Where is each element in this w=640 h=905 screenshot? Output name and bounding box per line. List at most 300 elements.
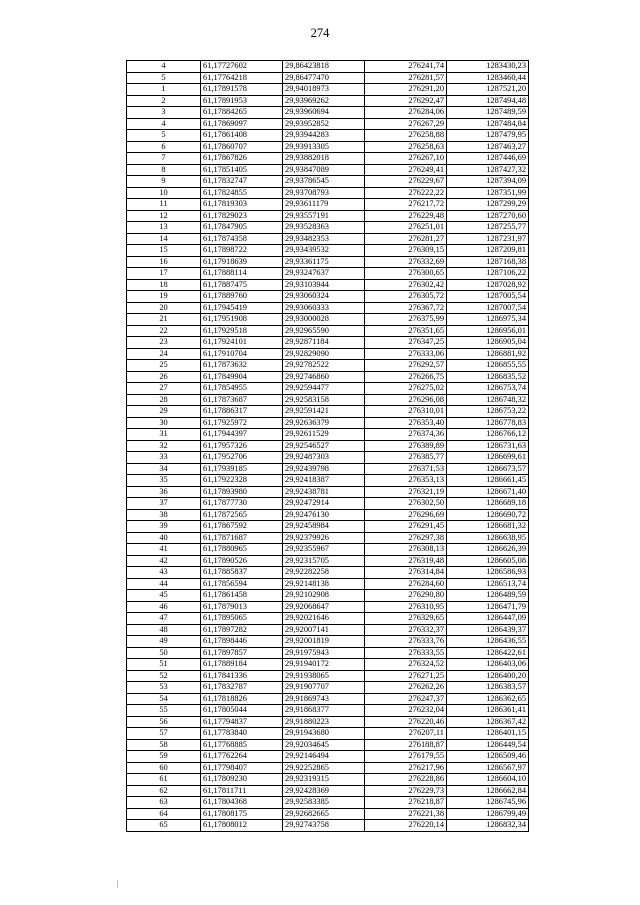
longitude-cell: 29,92476130 (283, 509, 365, 521)
northing-cell: 1286835,52 (447, 371, 529, 383)
point-number-cell: 32 (127, 440, 201, 452)
table-row (127, 601, 529, 613)
table-row (127, 613, 529, 625)
northing-cell: 1287231,97 (447, 233, 529, 245)
easting-cell: 276284,60 (365, 578, 447, 590)
latitude-cell: 61,17873632 (201, 360, 283, 372)
latitude-cell: 61,17867826 (201, 153, 283, 165)
point-number-cell: 62 (127, 785, 201, 797)
easting-cell: 276258,63 (365, 141, 447, 153)
table-row (127, 682, 529, 694)
easting-cell: 276300,65 (365, 268, 447, 280)
table-row (127, 555, 529, 567)
longitude-cell: 29,92148138 (283, 578, 365, 590)
point-number-cell: 24 (127, 348, 201, 360)
table-body (127, 61, 529, 832)
point-number-cell: 49 (127, 636, 201, 648)
latitude-cell: 61,17867592 (201, 521, 283, 533)
table-row (127, 222, 529, 234)
latitude-cell: 61,17891578 (201, 84, 283, 96)
point-number-cell: 15 (127, 245, 201, 257)
longitude-cell: 29,92682665 (283, 808, 365, 820)
easting-cell: 276290,80 (365, 590, 447, 602)
longitude-cell: 29,93247637 (283, 268, 365, 280)
latitude-cell: 61,17860707 (201, 141, 283, 153)
northing-cell: 1287007,54 (447, 302, 529, 314)
point-number-cell: 65 (127, 820, 201, 832)
easting-cell: 276217,72 (365, 199, 447, 211)
latitude-cell: 61,17879013 (201, 601, 283, 613)
latitude-cell: 61,17854955 (201, 383, 283, 395)
table-row (127, 337, 529, 349)
northing-cell: 1286586,93 (447, 567, 529, 579)
easting-cell: 276296,08 (365, 394, 447, 406)
longitude-cell: 29,93969262 (283, 95, 365, 107)
table-row (127, 164, 529, 176)
longitude-cell: 29,92458984 (283, 521, 365, 533)
latitude-cell: 61,17874358 (201, 233, 283, 245)
easting-cell: 276217,96 (365, 762, 447, 774)
point-number-cell: 3 (127, 107, 201, 119)
northing-cell: 1286753,74 (447, 383, 529, 395)
point-number-cell: 46 (127, 601, 201, 613)
latitude-cell: 61,17811711 (201, 785, 283, 797)
point-number-cell: 58 (127, 739, 201, 751)
point-number-cell: 50 (127, 647, 201, 659)
latitude-cell: 61,17897282 (201, 624, 283, 636)
table-row (127, 440, 529, 452)
table-row (127, 808, 529, 820)
northing-cell: 1286699,61 (447, 452, 529, 464)
easting-cell: 276281,27 (365, 233, 447, 245)
point-number-cell: 48 (127, 624, 201, 636)
table-row (127, 578, 529, 590)
longitude-cell: 29,92472914 (283, 498, 365, 510)
easting-cell: 276229,48 (365, 210, 447, 222)
point-number-cell: 11 (127, 199, 201, 211)
northing-cell: 1286489,59 (447, 590, 529, 602)
northing-cell: 1286661,45 (447, 475, 529, 487)
easting-cell: 276333,06 (365, 348, 447, 360)
point-number-cell: 56 (127, 716, 201, 728)
easting-cell: 276232,04 (365, 705, 447, 717)
longitude-cell: 29,91869743 (283, 693, 365, 705)
latitude-cell: 61,17872565 (201, 509, 283, 521)
latitude-cell: 61,17764218 (201, 72, 283, 84)
easting-cell: 276302,42 (365, 279, 447, 291)
easting-cell: 276324,52 (365, 659, 447, 671)
northing-cell: 1286447,09 (447, 613, 529, 625)
table-row (127, 739, 529, 751)
latitude-cell: 61,17893980 (201, 486, 283, 498)
point-number-cell: 40 (127, 532, 201, 544)
point-number-cell: 37 (127, 498, 201, 510)
point-number-cell: 52 (127, 670, 201, 682)
longitude-cell: 29,92965590 (283, 325, 365, 337)
northing-cell: 1286513,74 (447, 578, 529, 590)
northing-cell: 1286975,34 (447, 314, 529, 326)
northing-cell: 1287028,92 (447, 279, 529, 291)
point-number-cell: 18 (127, 279, 201, 291)
northing-cell: 1286799,49 (447, 808, 529, 820)
table-row (127, 820, 529, 832)
point-number-cell: 30 (127, 417, 201, 429)
longitude-cell: 29,92252865 (283, 762, 365, 774)
latitude-cell: 61,17809230 (201, 774, 283, 786)
longitude-cell: 29,91943680 (283, 728, 365, 740)
easting-cell: 276333,76 (365, 636, 447, 648)
easting-cell: 276229,73 (365, 785, 447, 797)
table-row (127, 544, 529, 556)
northing-cell: 1287479,95 (447, 130, 529, 142)
latitude-cell: 61,17886317 (201, 406, 283, 418)
northing-cell: 1286403,06 (447, 659, 529, 671)
northing-cell: 1287209,81 (447, 245, 529, 257)
northing-cell: 1286832,34 (447, 820, 529, 832)
longitude-cell: 29,93557191 (283, 210, 365, 222)
easting-cell: 276374,36 (365, 429, 447, 441)
northing-cell: 1286401,15 (447, 728, 529, 740)
longitude-cell: 29,92418387 (283, 475, 365, 487)
northing-cell: 1287168,38 (447, 256, 529, 268)
table-row (127, 590, 529, 602)
point-number-cell: 54 (127, 693, 201, 705)
point-number-cell: 23 (127, 337, 201, 349)
latitude-cell: 61,17856594 (201, 578, 283, 590)
longitude-cell: 29,92102908 (283, 590, 365, 602)
easting-cell: 276220,14 (365, 820, 447, 832)
latitude-cell: 61,17918639 (201, 256, 283, 268)
easting-cell: 276292,47 (365, 95, 447, 107)
longitude-cell: 29,91940172 (283, 659, 365, 671)
northing-cell: 1286689,18 (447, 498, 529, 510)
easting-cell: 276284,06 (365, 107, 447, 119)
longitude-cell: 29,93103944 (283, 279, 365, 291)
easting-cell: 276207,11 (365, 728, 447, 740)
easting-cell: 276321,19 (365, 486, 447, 498)
point-number-cell: 55 (127, 705, 201, 717)
latitude-cell: 61,17762264 (201, 751, 283, 763)
longitude-cell: 29,92594477 (283, 383, 365, 395)
northing-cell: 1286605,08 (447, 555, 529, 567)
easting-cell: 276267,10 (365, 153, 447, 165)
easting-cell: 276329,65 (365, 613, 447, 625)
easting-cell: 276179,55 (365, 751, 447, 763)
latitude-cell: 61,17808175 (201, 808, 283, 820)
easting-cell: 276221,38 (365, 808, 447, 820)
latitude-cell: 61,17939185 (201, 463, 283, 475)
longitude-cell: 29,91938065 (283, 670, 365, 682)
latitude-cell: 61,17849904 (201, 371, 283, 383)
northing-cell: 1286567,97 (447, 762, 529, 774)
table-row (127, 256, 529, 268)
point-number-cell: 53 (127, 682, 201, 694)
point-number-cell: 1 (127, 84, 201, 96)
point-number-cell: 29 (127, 406, 201, 418)
northing-cell: 1286766,12 (447, 429, 529, 441)
latitude-cell: 61,17877730 (201, 498, 283, 510)
latitude-cell: 61,17808012 (201, 820, 283, 832)
table-row (127, 107, 529, 119)
latitude-cell: 61,17945419 (201, 302, 283, 314)
easting-cell: 276309,15 (365, 245, 447, 257)
latitude-cell: 61,17885837 (201, 567, 283, 579)
point-number-cell: 45 (127, 590, 201, 602)
northing-cell: 1286745,96 (447, 797, 529, 809)
longitude-cell: 29,92487303 (283, 452, 365, 464)
longitude-cell: 29,93611179 (283, 199, 365, 211)
longitude-cell: 29,92439798 (283, 463, 365, 475)
latitude-cell: 61,17804368 (201, 797, 283, 809)
longitude-cell: 29,93060324 (283, 291, 365, 303)
latitude-cell: 61,17944397 (201, 429, 283, 441)
longitude-cell: 29,92007141 (283, 624, 365, 636)
point-number-cell: 64 (127, 808, 201, 820)
longitude-cell: 29,92829090 (283, 348, 365, 360)
latitude-cell: 61,17794837 (201, 716, 283, 728)
latitude-cell: 61,17889760 (201, 291, 283, 303)
table-row (127, 624, 529, 636)
latitude-cell: 61,17871687 (201, 532, 283, 544)
latitude-cell: 61,17910704 (201, 348, 283, 360)
northing-cell: 1287394,09 (447, 176, 529, 188)
longitude-cell: 29,92636379 (283, 417, 365, 429)
table-row (127, 463, 529, 475)
northing-cell: 1286626,39 (447, 544, 529, 556)
longitude-cell: 29,93439532 (283, 245, 365, 257)
northing-cell: 1286753,22 (447, 406, 529, 418)
easting-cell: 276296,69 (365, 509, 447, 521)
easting-cell: 276310,95 (365, 601, 447, 613)
northing-cell: 1286383,57 (447, 682, 529, 694)
table-row (127, 705, 529, 717)
table-row (127, 279, 529, 291)
northing-cell: 1287494,48 (447, 95, 529, 107)
easting-cell: 276262,26 (365, 682, 447, 694)
table-row (127, 187, 529, 199)
easting-cell: 276220,46 (365, 716, 447, 728)
page-number: 274 (310, 26, 330, 40)
latitude-cell: 61,17951908 (201, 314, 283, 326)
easting-cell: 276351,65 (365, 325, 447, 337)
table-row (127, 797, 529, 809)
easting-cell: 276333,55 (365, 647, 447, 659)
scan-artifact-mark (117, 880, 118, 888)
point-number-cell: 21 (127, 314, 201, 326)
northing-cell: 1287427,32 (447, 164, 529, 176)
table-row (127, 486, 529, 498)
easting-cell: 276229,67 (365, 176, 447, 188)
easting-cell: 276314,84 (365, 567, 447, 579)
longitude-cell: 29,92746860 (283, 371, 365, 383)
longitude-cell: 29,92871184 (283, 337, 365, 349)
easting-cell: 276347,25 (365, 337, 447, 349)
table-row (127, 498, 529, 510)
easting-cell: 276258,88 (365, 130, 447, 142)
easting-cell: 276332,69 (365, 256, 447, 268)
longitude-cell: 29,86423818 (283, 61, 365, 73)
easting-cell: 276247,37 (365, 693, 447, 705)
easting-cell: 276308,13 (365, 544, 447, 556)
point-number-cell: 26 (127, 371, 201, 383)
table-row (127, 728, 529, 740)
northing-cell: 1286671,40 (447, 486, 529, 498)
latitude-cell: 61,17832747 (201, 176, 283, 188)
easting-cell: 276281,57 (365, 72, 447, 84)
longitude-cell: 29,93960694 (283, 107, 365, 119)
table-row (127, 452, 529, 464)
longitude-cell: 29,92068647 (283, 601, 365, 613)
table-row (127, 210, 529, 222)
latitude-cell: 61,17888114 (201, 268, 283, 280)
easting-cell: 276353,13 (365, 475, 447, 487)
latitude-cell: 61,17768885 (201, 739, 283, 751)
longitude-cell: 29,92282258 (283, 567, 365, 579)
table-row (127, 693, 529, 705)
point-number-cell: 4 (127, 61, 201, 73)
table-row (127, 716, 529, 728)
latitude-cell: 61,17783840 (201, 728, 283, 740)
northing-cell: 1287270,60 (447, 210, 529, 222)
easting-cell: 276188,87 (365, 739, 447, 751)
longitude-cell: 29,94018973 (283, 84, 365, 96)
easting-cell: 276228,86 (365, 774, 447, 786)
latitude-cell: 61,17818826 (201, 693, 283, 705)
northing-cell: 1286509,46 (447, 751, 529, 763)
latitude-cell: 61,17861458 (201, 590, 283, 602)
table-row (127, 291, 529, 303)
table-row (127, 429, 529, 441)
latitude-cell: 61,17727602 (201, 61, 283, 73)
table-row (127, 84, 529, 96)
northing-cell: 1287351,99 (447, 187, 529, 199)
northing-cell: 1286471,79 (447, 601, 529, 613)
point-number-cell: 14 (127, 233, 201, 245)
easting-cell: 276385,77 (365, 452, 447, 464)
easting-cell: 276389,89 (365, 440, 447, 452)
table-row (127, 567, 529, 579)
easting-cell: 276266,75 (365, 371, 447, 383)
northing-cell: 1286673,57 (447, 463, 529, 475)
table-row (127, 417, 529, 429)
latitude-cell: 61,17898722 (201, 245, 283, 257)
point-number-cell: 57 (127, 728, 201, 740)
northing-cell: 1286748,32 (447, 394, 529, 406)
table-row (127, 130, 529, 142)
longitude-cell: 29,92591421 (283, 406, 365, 418)
latitude-cell: 61,17861408 (201, 130, 283, 142)
northing-cell: 1286422,61 (447, 647, 529, 659)
latitude-cell: 61,17880965 (201, 544, 283, 556)
table-row (127, 636, 529, 648)
latitude-cell: 61,17890526 (201, 555, 283, 567)
longitude-cell: 29,92428369 (283, 785, 365, 797)
point-number-cell: 20 (127, 302, 201, 314)
northing-cell: 1286439,37 (447, 624, 529, 636)
northing-cell: 1287005,54 (447, 291, 529, 303)
latitude-cell: 61,17929518 (201, 325, 283, 337)
table-row (127, 325, 529, 337)
easting-cell: 276275,02 (365, 383, 447, 395)
latitude-cell: 61,17895065 (201, 613, 283, 625)
point-number-cell: 17 (127, 268, 201, 280)
point-number-cell: 9 (127, 176, 201, 188)
point-number-cell: 43 (127, 567, 201, 579)
easting-cell: 276291,20 (365, 84, 447, 96)
easting-cell: 276249,41 (365, 164, 447, 176)
coordinates-table (126, 60, 529, 832)
point-number-cell: 4 (127, 118, 201, 130)
easting-cell: 276297,38 (365, 532, 447, 544)
longitude-cell: 29,92034645 (283, 739, 365, 751)
point-number-cell: 5 (127, 130, 201, 142)
easting-cell: 276319,48 (365, 555, 447, 567)
longitude-cell: 29,92001819 (283, 636, 365, 648)
longitude-cell: 29,92546527 (283, 440, 365, 452)
latitude-cell: 61,17957326 (201, 440, 283, 452)
easting-cell: 276367,72 (365, 302, 447, 314)
northing-cell: 1286449,54 (447, 739, 529, 751)
northing-cell: 1287521,20 (447, 84, 529, 96)
easting-cell: 276241,74 (365, 61, 447, 73)
northing-cell: 1286361,41 (447, 705, 529, 717)
table-row (127, 774, 529, 786)
table-row (127, 371, 529, 383)
point-number-cell: 42 (127, 555, 201, 567)
point-number-cell: 34 (127, 463, 201, 475)
northing-cell: 1287106,22 (447, 268, 529, 280)
latitude-cell: 61,17924101 (201, 337, 283, 349)
longitude-cell: 29,92583385 (283, 797, 365, 809)
easting-cell: 276218,87 (365, 797, 447, 809)
latitude-cell: 61,17889184 (201, 659, 283, 671)
longitude-cell: 29,92782522 (283, 360, 365, 372)
northing-cell: 1286662,84 (447, 785, 529, 797)
point-number-cell: 12 (127, 210, 201, 222)
point-number-cell: 5 (127, 72, 201, 84)
longitude-cell: 29,92021646 (283, 613, 365, 625)
longitude-cell: 29,93913305 (283, 141, 365, 153)
table-row (127, 233, 529, 245)
point-number-cell: 27 (127, 383, 201, 395)
point-number-cell: 61 (127, 774, 201, 786)
longitude-cell: 29,92379926 (283, 532, 365, 544)
easting-cell: 276271,25 (365, 670, 447, 682)
latitude-cell: 61,17925972 (201, 417, 283, 429)
latitude-cell: 61,17869097 (201, 118, 283, 130)
northing-cell: 1283460,44 (447, 72, 529, 84)
latitude-cell: 61,17819303 (201, 199, 283, 211)
easting-cell: 276375,99 (365, 314, 447, 326)
point-number-cell: 25 (127, 360, 201, 372)
table-row (127, 383, 529, 395)
latitude-cell: 61,17891953 (201, 95, 283, 107)
point-number-cell: 41 (127, 544, 201, 556)
table-row (127, 348, 529, 360)
longitude-cell: 29,92146494 (283, 751, 365, 763)
table-row (127, 394, 529, 406)
latitude-cell: 61,17841336 (201, 670, 283, 682)
easting-cell: 276292,57 (365, 360, 447, 372)
table-row (127, 670, 529, 682)
longitude-cell: 29,93708793 (283, 187, 365, 199)
latitude-cell: 61,17898446 (201, 636, 283, 648)
northing-cell: 1286604,10 (447, 774, 529, 786)
point-number-cell: 10 (127, 187, 201, 199)
longitude-cell: 29,86477470 (283, 72, 365, 84)
point-number-cell: 28 (127, 394, 201, 406)
longitude-cell: 29,92583158 (283, 394, 365, 406)
